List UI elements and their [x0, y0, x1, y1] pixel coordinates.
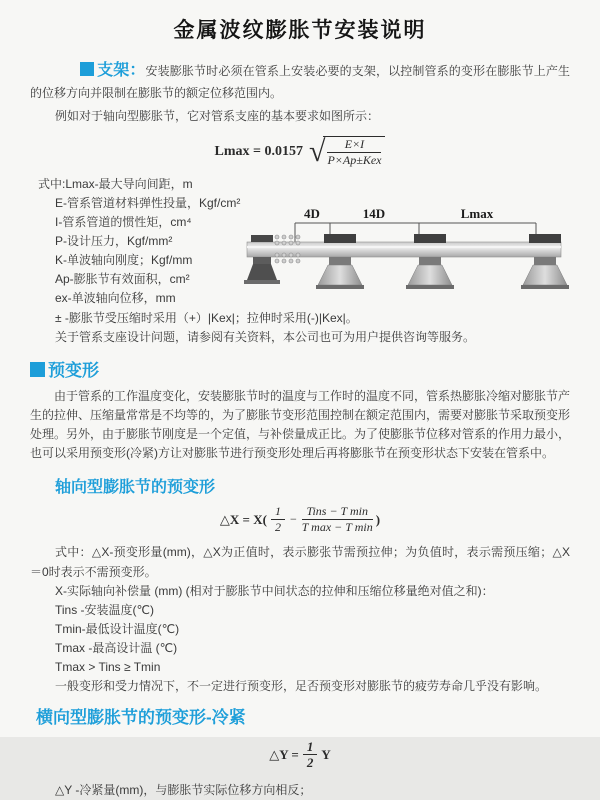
support-intro-text: 安装膨胀节时必须在管系上安装必要的支架，以控制管系的变形在膨胀节上产生的位移方向并限制在膨胀节的额定位移范围内。: [30, 64, 570, 100]
predeform-body-paragraph: 由于管系的工作温度变化，安装膨胀节时的温度与工作时的温度不同，管系热膨胀冷缩对膨胀节产生的拉伸、压缩量常常是不均等的，为了膨胀节变形范围控制在额定范围内，需要对膨胀节采取预变形处理。另外，由于膨胀节刚度是一个定值，与补偿量成正比。为了使膨胀节位移对管系的作用力最小，也可以采用预变形(冷紧)方让对膨胀节进行预变形处理后再将膨胀节在预变形状态下安装在管系中。: [30, 389, 571, 460]
axial-formula-lhs: △X = X(: [219, 511, 267, 527]
axial-where-paragraph: 式中：△X-预变形量(mm)，△X为正值时，表示膨张节需预拉伸；为负值时，表示需预压缩；△X＝0时表示不需预变形。: [30, 545, 570, 579]
support-section-heading: 支架：: [97, 62, 146, 79]
lateral-numerator: 1: [303, 740, 318, 755]
dim-label-14d: 14D: [362, 206, 386, 221]
predeform-heading-text: 预变形: [48, 361, 99, 380]
lateral-formula-rhs: Y: [321, 746, 331, 762]
lateral-subsection-heading: 横向型膨胀节的预变形-冷紧: [36, 708, 246, 727]
page-title: 金属波纹膨胀节安装说明: [173, 19, 427, 42]
axial-formula-temp-fraction: [302, 505, 373, 534]
definition-line: I-管系管道的惯性矩，cm⁴: [55, 215, 192, 229]
lmax-formula: [30, 136, 570, 167]
axial-note-line: 一般变形和受力情况下，不一定进行预变形，足否预变形对膨胀节的疲劳寿命几乎没有影响。: [55, 679, 548, 693]
dim-label-lmax: Lmax: [460, 206, 494, 221]
definition-line: 式中:Lmax-最大导向间距，m: [38, 177, 193, 191]
half-numerator: 1: [271, 505, 285, 520]
temp-numerator: Tins − T min: [302, 505, 373, 520]
tmax-definition-line: Tmax -最高设计温 (℃): [55, 641, 178, 655]
temp-denominator: T max − T min: [301, 520, 373, 534]
lateral-denominator: 2: [306, 755, 314, 770]
section-marker-icon: [30, 362, 45, 377]
predeform-section-heading: [30, 356, 570, 381]
pm-note-line: ± -膨胀节受压缩时采用（+）|Kex|；拉伸时采用(-)|Kex|。: [55, 311, 358, 325]
lmax-formula-fraction: [327, 138, 381, 167]
definition-line: K-单波轴向刚度；Kgf/mm: [55, 253, 193, 267]
axial-formula-half-fraction: [271, 505, 285, 534]
lateral-note-line: △Y -冷紧量(mm)，与膨胀节实际位移方向相反；: [55, 783, 312, 797]
support-example-line: 例如对于轴向型膨胀节，它对管系支座的基本要求如图所示：: [55, 109, 380, 123]
section-marker-icon: [80, 62, 94, 76]
axial-subsection-heading: 轴向型膨胀节的预变形: [55, 479, 216, 496]
dim-label-4d: 4D: [304, 206, 320, 221]
lateral-formula: [30, 740, 570, 769]
temperature-relation-line: Tmax > Tins ≥ Tmin: [55, 660, 161, 674]
half-denominator: 2: [274, 520, 281, 534]
service-note-line: 关于管系支座设计问题，请参阅有关资料，本公司也可为用户提供咨询等服务。: [55, 330, 476, 344]
definitions-and-diagram: [30, 175, 570, 308]
lateral-formula-lhs: △Y =: [269, 746, 299, 762]
definition-line: P-设计压力，Kgf/mm²: [55, 234, 173, 248]
definition-line: E-管系管道材料弹性投量，Kgf/cm²: [55, 196, 241, 210]
axial-formula-rhs: ): [375, 511, 381, 527]
definition-line: ex-单波轴向位移，mm: [55, 291, 176, 305]
minus-operator: −: [289, 512, 297, 526]
definition-line: Ap-膨胀节有效面积，cm²: [55, 272, 190, 286]
lmax-formula-lhs: Lmax = 0.0157: [214, 143, 303, 159]
lmax-formula-radicand: [323, 136, 385, 167]
lmax-formula-denominator: P×Ap±Kex: [327, 153, 382, 167]
x-definition-line: X-实际轴向补偿量 (mm) (相对于膨胀节中间状态的拉伸和压缩位移量绝对值之和)：: [55, 584, 494, 598]
tins-definition-line: Tins -安装温度(℃): [55, 603, 155, 617]
pipe-support-diagram: [243, 201, 598, 305]
support-intro-paragraph: [30, 60, 570, 104]
radical-sign: √: [309, 134, 326, 168]
lateral-formula-fraction: [303, 740, 318, 769]
pipe: [247, 242, 561, 257]
tmin-definition-line: Tmin-最低设计温度(℃): [55, 622, 180, 636]
lmax-formula-numerator: E×I: [327, 138, 381, 153]
axial-formula: [30, 505, 570, 534]
